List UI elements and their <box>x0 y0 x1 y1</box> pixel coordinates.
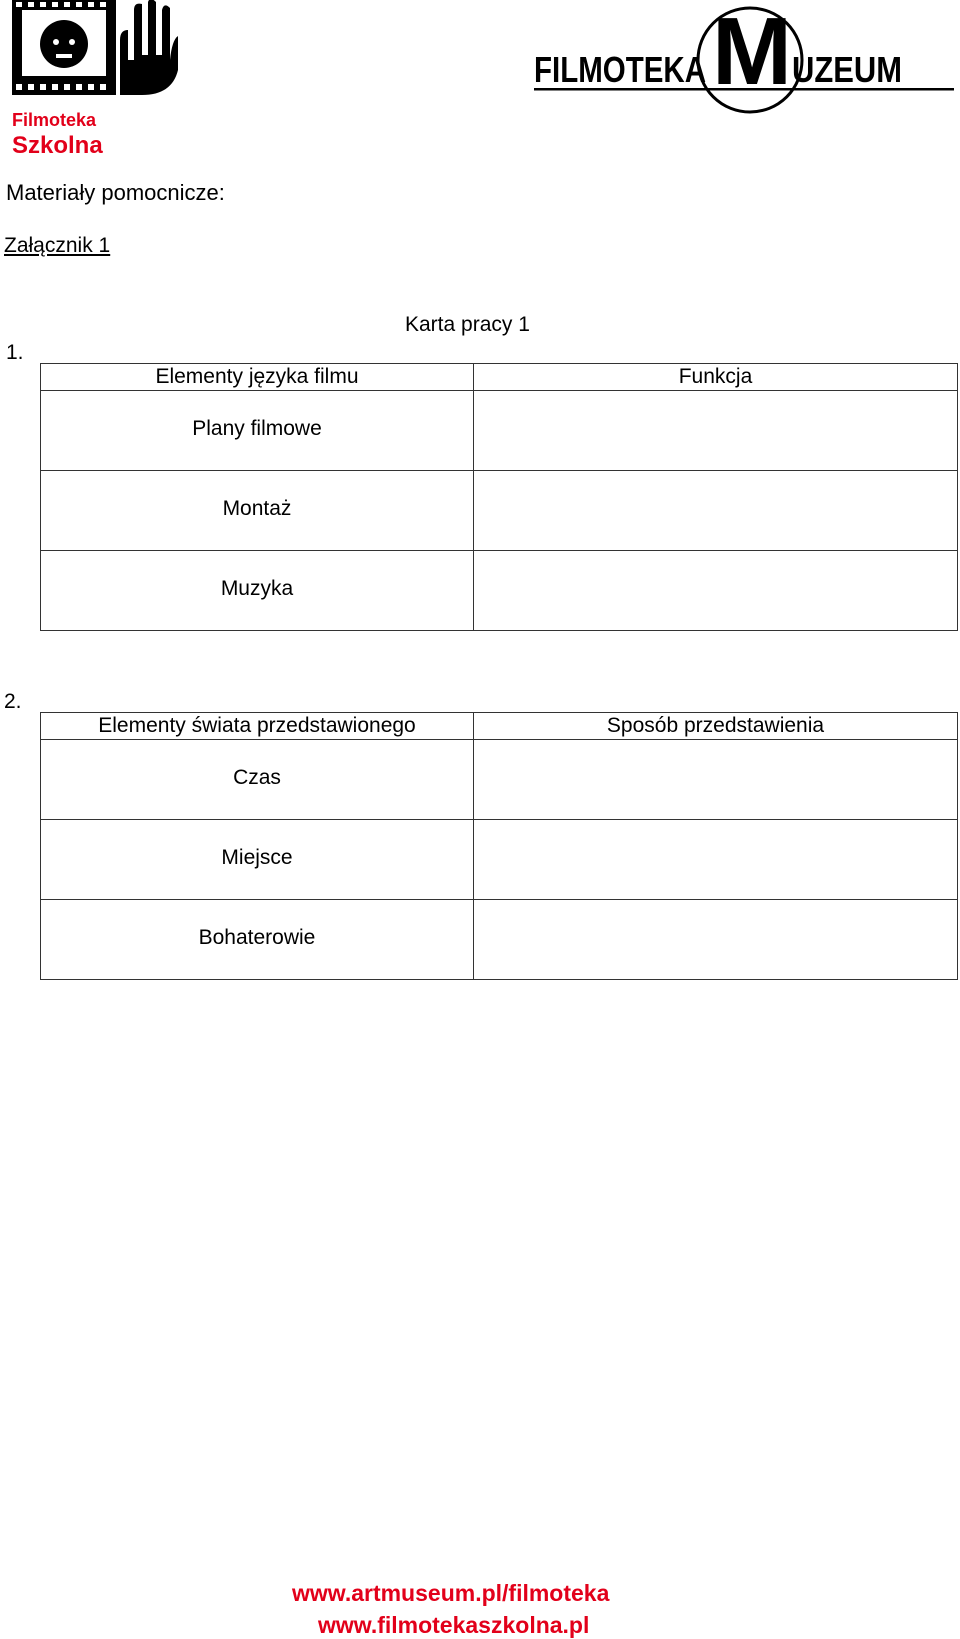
table-row <box>41 391 958 471</box>
table-row <box>41 471 958 551</box>
answer-cell[interactable] <box>474 391 958 471</box>
footer-link-artmuseum[interactable]: www.artmuseum.pl/filmoteka <box>292 1580 610 1606</box>
table-row <box>41 551 958 631</box>
row-label: Bohaterowie <box>198 926 316 949</box>
table-film-language <box>40 363 958 631</box>
table-row <box>41 740 958 820</box>
table2-number: 2. <box>4 690 22 713</box>
table-row <box>41 900 958 980</box>
muzeum-circle-icon <box>534 0 954 120</box>
header-world-elements: Elementy świata przedstawionego <box>41 713 474 740</box>
answer-cell[interactable] <box>474 740 958 820</box>
answer-cell[interactable] <box>474 551 958 631</box>
section-title: Materiały pomocnicze: <box>6 180 225 205</box>
answer-cell[interactable] <box>474 820 958 900</box>
film-child-icon <box>12 0 182 110</box>
filmoteka-muzeum-logo <box>534 0 954 120</box>
logo-text-filmoteka: Filmoteka <box>12 110 97 130</box>
table1-number: 1. <box>6 341 24 364</box>
header-function: Funkcja <box>474 364 958 391</box>
table-row <box>41 820 958 900</box>
logo-text-uzeum: UZEUM <box>792 49 902 90</box>
header-elements: Elementy języka filmu <box>41 364 474 391</box>
attachment-link[interactable]: Załącznik 1 <box>4 234 111 257</box>
header-presentation: Sposób przedstawienia <box>474 713 958 740</box>
logo-letter-m: M <box>712 0 792 105</box>
row-label: Muzyka <box>220 577 294 600</box>
table-presented-world <box>40 712 958 980</box>
row-label: Czas <box>233 766 281 789</box>
logo-text-szkolna: Szkolna <box>12 132 103 159</box>
row-label: Montaż <box>222 497 292 520</box>
logo-text-filmoteka-right: FILMOTEKA <box>534 49 706 90</box>
answer-cell[interactable] <box>474 471 958 551</box>
footer-link-filmotekaszkolna[interactable]: www.filmotekaszkolna.pl <box>318 1612 590 1638</box>
filmoteka-szkolna-logo <box>12 0 182 160</box>
answer-cell[interactable] <box>474 900 958 980</box>
worksheet-title: Karta pracy 1 <box>405 313 530 336</box>
row-label: Miejsce <box>221 846 293 869</box>
row-label: Plany filmowe <box>192 417 322 440</box>
